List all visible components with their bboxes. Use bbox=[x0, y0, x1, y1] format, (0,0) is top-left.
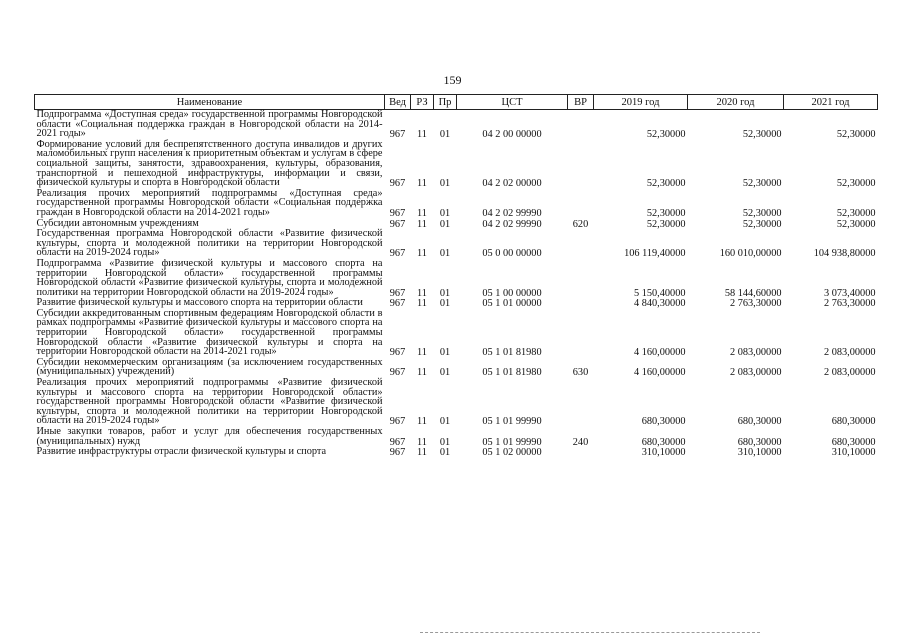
row-pr: 01 bbox=[439, 447, 451, 459]
row-2021: 104 938,80000 bbox=[813, 248, 876, 260]
row-2020: 58 144,60000 bbox=[724, 287, 782, 299]
header-2021: 2021 год bbox=[784, 95, 878, 110]
row-pr: 01 bbox=[439, 298, 451, 310]
row-rz: 11 bbox=[417, 298, 427, 310]
row-cst: 05 1 01 00000 bbox=[482, 298, 542, 310]
page-number: 159 bbox=[443, 73, 462, 87]
row-ved: 967 bbox=[389, 447, 406, 459]
row-rz: 11 bbox=[417, 129, 427, 141]
row-2019: 52,30000 bbox=[646, 207, 686, 219]
row-ved: 967 bbox=[389, 129, 406, 141]
row-pr: 01 bbox=[439, 248, 451, 260]
row-rz: 11 bbox=[417, 436, 427, 448]
row-2020: 680,30000 bbox=[737, 416, 782, 428]
row-name: Субсидии некоммерческим организациям (за исключением государственных (муниципальных) учреждений) bbox=[36, 356, 383, 378]
row-pr: 01 bbox=[439, 367, 451, 379]
row-2020: 52,30000 bbox=[742, 218, 782, 230]
row-cst: 04 2 00 00000 bbox=[482, 129, 542, 141]
row-2019: 680,30000 bbox=[641, 436, 686, 448]
table-row bbox=[35, 229, 878, 259]
row-cst: 05 1 01 81980 bbox=[482, 347, 542, 359]
row-vr: 630 bbox=[572, 367, 589, 379]
table-row bbox=[35, 140, 878, 189]
row-rz: 11 bbox=[417, 207, 427, 219]
row-cst: 05 1 00 00000 bbox=[482, 287, 542, 299]
row-name: Развитие инфраструктуры отрасли физической культуры и спорта bbox=[36, 446, 327, 458]
row-2019: 52,30000 bbox=[646, 218, 686, 230]
table-row bbox=[35, 358, 878, 378]
row-2019: 52,30000 bbox=[646, 129, 686, 141]
row-rz: 11 bbox=[417, 248, 427, 260]
row-name: Субсидии аккредитованным спортивным федерациям Новгородской области в рамках подпрограммы «Развитие физической культуры и массового спорта на территории Новгородской области» государственной программы Новгородской области «Развитие физической культуры и спорта на территории Новгородской области на 2014-2021 годы» bbox=[36, 307, 383, 358]
table-row bbox=[35, 110, 878, 140]
row-name: Государственная программа Новгородской области «Развитие физической культуры, спорта и молодежной политики на территории Новгородской области на 2019-2024 годы» bbox=[36, 228, 383, 259]
row-vr: 620 bbox=[572, 218, 589, 230]
row-2019: 4 160,00000 bbox=[634, 347, 686, 359]
row-2019: 4 840,30000 bbox=[634, 298, 686, 310]
row-name: Иные закупки товаров, работ и услуг для обеспечения государственных (муниципальных) нужд bbox=[36, 426, 383, 447]
row-2021: 2 083,00000 bbox=[824, 367, 876, 379]
row-ved: 967 bbox=[389, 367, 406, 379]
row-vr bbox=[568, 309, 594, 358]
row-rz: 11 bbox=[417, 447, 427, 459]
row-2020: 2 083,00000 bbox=[730, 367, 782, 379]
row-rz: 11 bbox=[417, 367, 427, 379]
row-2021: 310,10000 bbox=[831, 447, 876, 459]
row-2019: 52,30000 bbox=[646, 178, 686, 190]
row-pr: 01 bbox=[439, 129, 451, 141]
row-pr: 01 bbox=[439, 207, 451, 219]
row-pr: 01 bbox=[439, 416, 451, 428]
header-rz: РЗ bbox=[411, 95, 434, 110]
row-rz: 11 bbox=[417, 218, 427, 230]
row-pr: 01 bbox=[439, 218, 451, 230]
row-rz: 11 bbox=[417, 287, 427, 299]
table-row bbox=[35, 378, 878, 427]
row-pr: 01 bbox=[439, 347, 451, 359]
row-2021: 52,30000 bbox=[836, 207, 876, 219]
row-ved: 967 bbox=[389, 207, 406, 219]
row-ved: 967 bbox=[389, 298, 406, 310]
row-cst: 04 2 02 99990 bbox=[482, 207, 542, 219]
row-vr bbox=[568, 140, 594, 189]
row-name: Развитие физической культуры и массового спорта на территории области bbox=[36, 297, 363, 309]
row-2020: 52,30000 bbox=[742, 178, 782, 190]
row-vr bbox=[568, 110, 594, 140]
row-name: Формирование условий для беспрепятственного доступа инвалидов и других маломобильных групп населения к приоритетным объектам и услугам в сфере социальной защиты, занятости, здравоохранения, культуры, образования, транспортной и пешеходной инфраструктуры, информации и связи, физической культуры и спорта в Новгородской области bbox=[36, 138, 383, 189]
row-vr bbox=[568, 378, 594, 427]
row-name: Реализация прочих мероприятий подпрограммы «Развитие физической культуры и массового спорта на территории Новгородской области» государственной программы Новгородской области «Развитие физической культуры, спорта и молодежной политики на территории Новгородской области на 2019-2024 годы» bbox=[36, 377, 383, 427]
row-vr bbox=[568, 298, 594, 309]
row-cst: 05 1 02 00000 bbox=[482, 447, 542, 459]
header-vr: ВР bbox=[568, 95, 594, 110]
row-2021: 3 073,40000 bbox=[824, 287, 876, 299]
row-2021: 52,30000 bbox=[836, 129, 876, 141]
row-name: Реализация прочих мероприятий подпрограммы «Доступная среда» государственной программы Новгородской области «Социальная поддержка граждан в Новгородской области на 2014-2021 годы» bbox=[36, 187, 383, 218]
row-vr bbox=[568, 447, 594, 458]
row-ved: 967 bbox=[389, 436, 406, 448]
row-2019: 106 119,40000 bbox=[624, 248, 686, 260]
row-2020: 52,30000 bbox=[742, 129, 782, 141]
header-2019: 2019 год bbox=[594, 95, 688, 110]
row-cst: 05 1 01 99990 bbox=[482, 416, 542, 428]
row-2019: 680,30000 bbox=[641, 416, 686, 428]
row-vr bbox=[568, 189, 594, 219]
row-pr: 01 bbox=[439, 178, 451, 190]
header-ved: Вед bbox=[385, 95, 411, 110]
row-rz: 11 bbox=[417, 347, 427, 359]
row-pr: 01 bbox=[439, 436, 451, 448]
row-ved: 967 bbox=[389, 287, 406, 299]
row-2020: 160 010,00000 bbox=[719, 248, 782, 260]
row-cst: 04 2 02 99990 bbox=[482, 218, 542, 230]
row-2021: 2 763,30000 bbox=[824, 298, 876, 310]
table-row bbox=[35, 309, 878, 358]
row-cst: 05 1 01 99990 bbox=[482, 436, 542, 448]
table-row bbox=[35, 427, 878, 447]
row-name: Подпрограмма «Развитие физической культуры и массового спорта на территории Новгородской области» государственной программы Новгородской области «Развитие физической культуры, спорта и молодежной политики на территории Новгородской области на 2019-2024 годы» bbox=[36, 257, 383, 298]
row-ved: 967 bbox=[389, 178, 406, 190]
header-2020: 2020 год bbox=[688, 95, 784, 110]
row-name: Подпрограмма «Доступная среда» государственной программы Новгородской области «Социальная поддержка граждан в Новгородской области на 2014-2021 годы» bbox=[36, 109, 383, 140]
row-vr: 240 bbox=[572, 436, 589, 448]
row-cst: 04 2 02 00000 bbox=[482, 178, 542, 190]
footer-rule bbox=[420, 632, 760, 634]
header-pr: Пр bbox=[434, 95, 457, 110]
row-cst: 05 0 00 00000 bbox=[482, 248, 542, 260]
row-ved: 967 bbox=[389, 416, 406, 428]
row-2021: 680,30000 bbox=[831, 436, 876, 448]
table-row bbox=[35, 189, 878, 219]
table-row bbox=[35, 447, 878, 458]
table-header-row bbox=[35, 95, 878, 110]
row-rz: 11 bbox=[417, 178, 427, 190]
row-2019: 310,10000 bbox=[641, 447, 686, 459]
row-2021: 52,30000 bbox=[836, 178, 876, 190]
budget-table bbox=[34, 94, 878, 458]
row-2020: 680,30000 bbox=[737, 436, 782, 448]
row-rz: 11 bbox=[417, 416, 427, 428]
row-2020: 2 083,00000 bbox=[730, 347, 782, 359]
row-2020: 310,10000 bbox=[737, 447, 782, 459]
row-ved: 967 bbox=[389, 248, 406, 260]
row-2021: 2 083,00000 bbox=[824, 347, 876, 359]
table-row bbox=[35, 259, 878, 298]
row-2020: 2 763,30000 bbox=[730, 298, 782, 310]
row-2021: 680,30000 bbox=[831, 416, 876, 428]
row-ved: 967 bbox=[389, 218, 406, 230]
row-2019: 5 150,40000 bbox=[634, 287, 686, 299]
row-ved: 967 bbox=[389, 347, 406, 359]
row-name: Субсидии автономным учреждениям bbox=[36, 217, 199, 229]
row-2020: 52,30000 bbox=[742, 207, 782, 219]
header-cst: ЦСТ bbox=[457, 95, 568, 110]
row-pr: 01 bbox=[439, 287, 451, 299]
header-name: Наименование bbox=[35, 95, 385, 110]
row-vr bbox=[568, 259, 594, 298]
row-2021: 52,30000 bbox=[836, 218, 876, 230]
row-cst: 05 1 01 81980 bbox=[482, 367, 542, 379]
row-2019: 4 160,00000 bbox=[634, 367, 686, 379]
row-vr bbox=[568, 229, 594, 259]
